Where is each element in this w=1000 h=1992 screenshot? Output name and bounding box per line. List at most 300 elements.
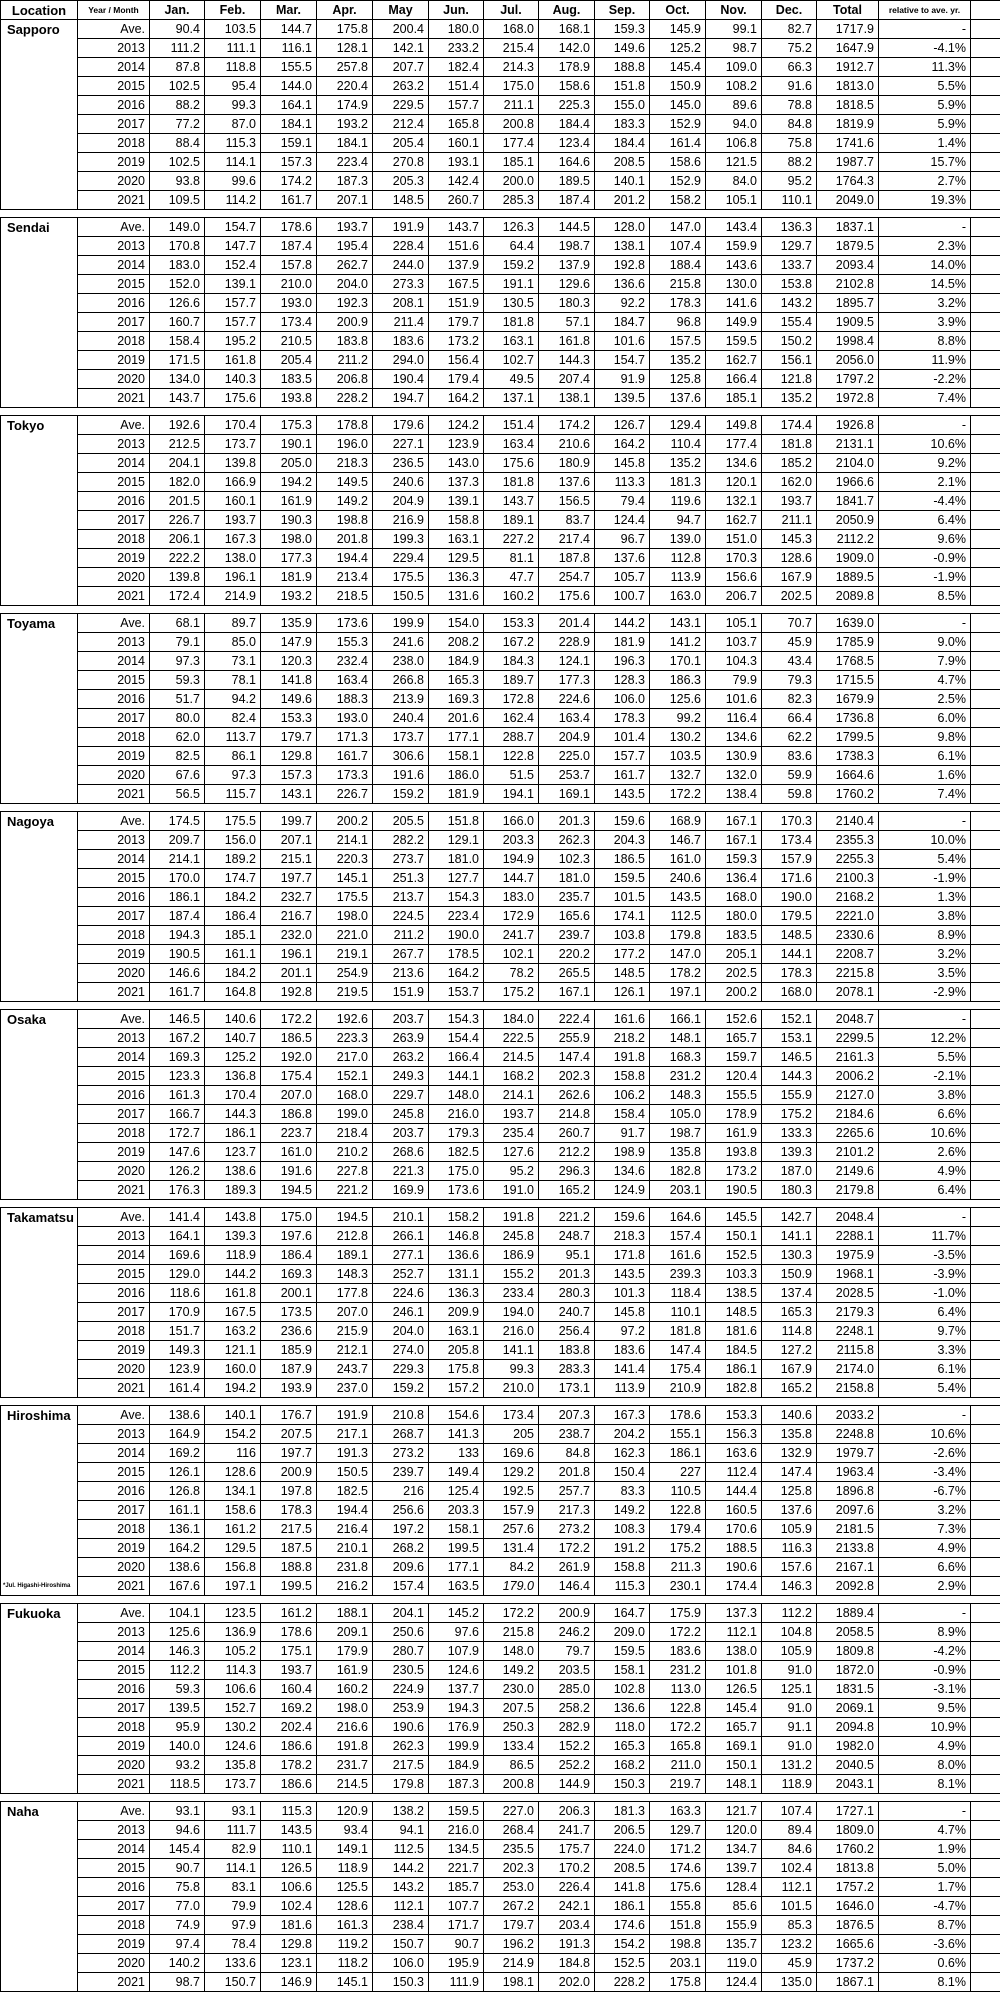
month-value-cell: 138.1 (595, 237, 650, 256)
month-value-cell: 163.3 (650, 1802, 706, 1821)
month-value-cell: 194.4 (317, 1501, 373, 1520)
month-value-cell: 208.5 (595, 1859, 650, 1878)
year-cell: Ave. (78, 1802, 150, 1821)
month-value-cell: 179.0 (484, 1577, 539, 1596)
month-value-cell: 152.6 (706, 1010, 762, 1029)
total-cell: 2158.8 (817, 1379, 879, 1398)
month-value-cell: 186.6 (261, 1737, 317, 1756)
month-value-cell: 45.9 (762, 1954, 817, 1973)
month-value-cell: 111.9 (429, 1973, 484, 1992)
month-value-cell: 210.9 (650, 1379, 706, 1398)
month-value-cell: 191.2 (595, 1539, 650, 1558)
month-value-cell: 189.7 (484, 671, 539, 690)
month-value-cell: 159.5 (595, 1642, 650, 1661)
month-value-cell: 194.2 (261, 473, 317, 492)
month-value-cell: 246.1 (373, 1303, 429, 1322)
year-cell: 2017 (78, 511, 150, 530)
blank-cell (971, 1520, 1000, 1539)
location-cell (1, 1973, 78, 1992)
month-value-cell: 232.0 (261, 926, 317, 945)
location-name: Toyama (1, 614, 78, 633)
month-value-cell: 189.3 (205, 1181, 261, 1200)
month-value-cell: 188.8 (595, 58, 650, 77)
location-cell (1, 1143, 78, 1162)
month-value-cell: 110.5 (650, 1482, 706, 1501)
blank-cell (971, 1737, 1000, 1756)
month-value-cell: 170.3 (762, 812, 817, 831)
month-value-cell: 161.4 (650, 134, 706, 153)
blank-cell (971, 332, 1000, 351)
month-value-cell: 157.4 (373, 1577, 429, 1596)
total-cell: 1785.9 (817, 633, 879, 652)
month-value-cell: 156.1 (762, 351, 817, 370)
table-row (1, 191, 1000, 210)
relative-cell: 8.7% (879, 1916, 971, 1935)
month-value-cell: 118.9 (317, 1859, 373, 1878)
blank-cell (971, 1246, 1000, 1265)
month-value-cell: 228.4 (373, 237, 429, 256)
location-name: Sendai (1, 218, 78, 237)
month-value-cell: 129.4 (650, 416, 706, 435)
month-value-cell: 179.5 (762, 907, 817, 926)
total-cell: 1975.9 (817, 1246, 879, 1265)
group-spacer (1, 1398, 1000, 1406)
month-value-cell: 175.2 (650, 1539, 706, 1558)
month-value-cell: 237.0 (317, 1379, 373, 1398)
year-cell: Ave. (78, 1604, 150, 1623)
month-value-cell: 206.1 (150, 530, 205, 549)
month-value-cell: 148.3 (650, 1086, 706, 1105)
year-cell: 2015 (78, 1661, 150, 1680)
month-value-cell: 115.3 (205, 134, 261, 153)
relative-cell: 2.7% (879, 172, 971, 191)
total-cell: 1909.5 (817, 313, 879, 332)
month-value-cell: 111.7 (205, 1821, 261, 1840)
blank-cell (971, 1322, 1000, 1341)
month-value-cell: 154.7 (205, 218, 261, 237)
blank-cell (971, 1162, 1000, 1181)
month-value-cell: 218.4 (317, 1124, 373, 1143)
month-value-cell: 91.0 (762, 1737, 817, 1756)
table-row (1, 1821, 1000, 1840)
month-value-cell: 175.8 (650, 1973, 706, 1992)
month-value-cell: 221.7 (429, 1859, 484, 1878)
month-value-cell: 97.3 (150, 652, 205, 671)
month-value-cell: 253.7 (539, 766, 595, 785)
month-value-cell: 183.6 (373, 332, 429, 351)
month-value-cell: 133.6 (205, 1954, 261, 1973)
month-value-cell: 134.0 (150, 370, 205, 389)
month-value-cell: 222.5 (484, 1029, 539, 1048)
month-value-cell: 149.5 (317, 473, 373, 492)
location-cell (1, 1124, 78, 1143)
blank-cell (971, 191, 1000, 210)
blank-cell (971, 587, 1000, 606)
month-value-cell: 161.7 (595, 766, 650, 785)
month-value-cell: 250.3 (484, 1718, 539, 1737)
month-value-cell: 182.8 (650, 1162, 706, 1181)
month-value-cell: 137.7 (429, 1680, 484, 1699)
month-value-cell: 224.6 (539, 690, 595, 709)
month-value-cell: 135.8 (205, 1756, 261, 1775)
month-value-cell: 184.1 (261, 115, 317, 134)
month-value-cell: 152.7 (205, 1699, 261, 1718)
month-value-cell: 147.9 (261, 633, 317, 652)
year-cell: 2019 (78, 549, 150, 568)
month-value-cell: 187.0 (762, 1162, 817, 1181)
month-value-cell: 136.4 (706, 869, 762, 888)
month-value-cell: 200.9 (261, 1463, 317, 1482)
total-cell: 1895.7 (817, 294, 879, 313)
month-value-cell: 167.9 (762, 568, 817, 587)
month-value-cell: 157.8 (261, 256, 317, 275)
month-value-cell: 231.2 (650, 1067, 706, 1086)
month-value-cell: 182.5 (317, 1482, 373, 1501)
month-value-cell: 156.4 (429, 351, 484, 370)
year-cell: 2019 (78, 1143, 150, 1162)
month-value-cell: 157.9 (484, 1501, 539, 1520)
month-value-cell: 157.7 (595, 747, 650, 766)
year-cell: 2016 (78, 492, 150, 511)
table-row (1, 473, 1000, 492)
location-cell (1, 1520, 78, 1539)
month-value-cell: 119.6 (650, 492, 706, 511)
month-value-cell: 192.6 (150, 416, 205, 435)
month-value-cell: 184.0 (484, 1010, 539, 1029)
month-value-cell: 190.0 (762, 888, 817, 907)
month-value-cell: 148.5 (595, 964, 650, 983)
year-cell: 2021 (78, 983, 150, 1002)
month-value-cell: 214.8 (539, 1105, 595, 1124)
relative-cell: 3.2% (879, 945, 971, 964)
month-value-cell: 138.6 (205, 1162, 261, 1181)
month-value-cell: 186.5 (595, 850, 650, 869)
month-value-cell: 160.1 (429, 134, 484, 153)
month-value-cell: 209.6 (373, 1558, 429, 1577)
blank-cell (971, 1379, 1000, 1398)
month-value-cell: 140.6 (205, 1010, 261, 1029)
month-value-cell: 148.1 (706, 1775, 762, 1794)
year-cell: 2013 (78, 1425, 150, 1444)
year-cell: 2014 (78, 1048, 150, 1067)
month-value-cell: 212.5 (150, 435, 205, 454)
month-value-cell: 175.8 (317, 20, 373, 39)
relative-cell: -3.5% (879, 1246, 971, 1265)
month-value-cell: 130.0 (706, 275, 762, 294)
month-value-cell: 70.7 (762, 614, 817, 633)
relative-cell: 6.4% (879, 1181, 971, 1200)
relative-cell: 15.7% (879, 153, 971, 172)
table-row (1, 1642, 1000, 1661)
year-cell: 2018 (78, 728, 150, 747)
month-value-cell: 130.5 (484, 294, 539, 313)
blank-cell (971, 983, 1000, 1002)
blank-cell (971, 389, 1000, 408)
total-cell: 1646.0 (817, 1897, 879, 1916)
month-value-cell: 205.3 (373, 172, 429, 191)
month-value-cell: 209.7 (150, 831, 205, 850)
table-row (1, 1379, 1000, 1398)
location-cell (1, 1463, 78, 1482)
spacer-cell (1, 408, 1000, 416)
location-cell (1, 747, 78, 766)
month-value-cell: 131.1 (429, 1265, 484, 1284)
month-value-cell: 94.0 (706, 115, 762, 134)
total-cell: 2131.1 (817, 435, 879, 454)
blank-cell (971, 568, 1000, 587)
year-cell: 2017 (78, 1897, 150, 1916)
total-cell: 2048.7 (817, 1010, 879, 1029)
month-value-cell: 136.6 (429, 1246, 484, 1265)
month-value-cell: 263.2 (373, 77, 429, 96)
month-value-cell: 193.9 (261, 1379, 317, 1398)
month-value-cell: 163.5 (429, 1577, 484, 1596)
table-row (1, 1775, 1000, 1794)
month-value-cell: 103.8 (595, 926, 650, 945)
month-value-cell: 129.0 (150, 1265, 205, 1284)
relative-cell: 8.9% (879, 926, 971, 945)
month-value-cell: 82.4 (205, 709, 261, 728)
month-value-cell: 204.1 (150, 454, 205, 473)
month-value-cell: 210.5 (261, 332, 317, 351)
month-value-cell: 149.6 (261, 690, 317, 709)
month-value-cell: 173.1 (539, 1379, 595, 1398)
year-cell: Ave. (78, 416, 150, 435)
relative-cell: 3.2% (879, 1501, 971, 1520)
month-value-cell: 161.8 (205, 1284, 261, 1303)
total-cell: 1818.5 (817, 96, 879, 115)
month-value-cell: 191.3 (317, 1444, 373, 1463)
year-cell: Ave. (78, 218, 150, 237)
location-name: Sapporo (1, 20, 78, 39)
month-value-cell: 97.2 (595, 1322, 650, 1341)
month-value-cell: 111.1 (205, 39, 261, 58)
month-value-cell: 113.7 (205, 728, 261, 747)
total-cell: 1679.9 (817, 690, 879, 709)
month-value-cell: 112.2 (150, 1661, 205, 1680)
month-value-cell: 168.0 (706, 888, 762, 907)
month-value-cell: 192.6 (317, 1010, 373, 1029)
month-value-cell: 149.0 (150, 218, 205, 237)
month-value-cell: 199.9 (373, 614, 429, 633)
month-value-cell: 130.2 (650, 728, 706, 747)
relative-cell: - (879, 218, 971, 237)
relative-cell: 5.9% (879, 115, 971, 134)
month-value-cell: 242.1 (539, 1897, 595, 1916)
year-cell: Ave. (78, 1010, 150, 1029)
total-cell: 1736.8 (817, 709, 879, 728)
month-value-cell: 187.5 (261, 1539, 317, 1558)
month-value-cell: 101.8 (706, 1661, 762, 1680)
location-cell (1, 1482, 78, 1501)
month-value-cell: 184.2 (205, 888, 261, 907)
total-cell: 2255.3 (817, 850, 879, 869)
month-value-cell: 124.1 (539, 652, 595, 671)
month-value-cell: 136.1 (150, 1520, 205, 1539)
month-value-cell: 185.1 (706, 389, 762, 408)
month-value-cell: 173.7 (205, 1775, 261, 1794)
month-value-cell: 79.1 (150, 633, 205, 652)
month-value-cell: 115.7 (205, 785, 261, 804)
month-value-cell: 172.2 (484, 1604, 539, 1623)
blank-cell (971, 1444, 1000, 1463)
month-value-cell: 173.6 (317, 614, 373, 633)
month-value-cell: 143.1 (650, 614, 706, 633)
month-value-cell: 160.0 (205, 1360, 261, 1379)
year-cell: 2021 (78, 1973, 150, 1992)
month-value-cell: 125.6 (650, 690, 706, 709)
month-value-cell: 91.7 (595, 1124, 650, 1143)
month-value-cell: 125.5 (317, 1878, 373, 1897)
month-value-cell: 163.1 (484, 332, 539, 351)
blank-cell (971, 1341, 1000, 1360)
month-value-cell: 125.2 (650, 39, 706, 58)
month-value-cell: 212.8 (317, 1227, 373, 1246)
year-cell: 2016 (78, 1482, 150, 1501)
table-row (1, 850, 1000, 869)
month-value-cell: 161.2 (205, 1520, 261, 1539)
year-cell: 2015 (78, 1265, 150, 1284)
table-row (1, 1105, 1000, 1124)
location-cell (1, 1246, 78, 1265)
year-cell: 2018 (78, 1520, 150, 1539)
month-value-cell: 156.5 (539, 492, 595, 511)
table-row (1, 20, 1000, 39)
year-cell: 2017 (78, 1501, 150, 1520)
month-value-cell: 235.5 (484, 1840, 539, 1859)
month-value-cell: 143.7 (484, 492, 539, 511)
month-value-cell: 155.5 (261, 58, 317, 77)
month-value-cell: 157.6 (762, 1558, 817, 1577)
month-value-cell: 152.9 (650, 172, 706, 191)
year-cell: 2021 (78, 1577, 150, 1596)
month-value-cell: 103.5 (205, 20, 261, 39)
month-value-cell: 144.4 (706, 1482, 762, 1501)
table-row (1, 1029, 1000, 1048)
blank-cell (971, 785, 1000, 804)
month-value-cell: 174.9 (317, 96, 373, 115)
month-value-cell: 131.6 (429, 587, 484, 606)
month-value-cell: 145.4 (650, 58, 706, 77)
table-row (1, 1577, 1000, 1596)
month-value-cell: 257.7 (539, 1482, 595, 1501)
blank-cell (971, 1954, 1000, 1973)
month-value-cell: 146.5 (762, 1048, 817, 1067)
month-value-cell: 169.6 (150, 1246, 205, 1265)
table-row (1, 568, 1000, 587)
month-value-cell: 194.2 (205, 1379, 261, 1398)
month-value-cell: 164.2 (429, 964, 484, 983)
month-value-cell: 193.1 (429, 153, 484, 172)
month-value-cell: 144.7 (261, 20, 317, 39)
month-value-cell: 150.2 (762, 332, 817, 351)
blank-cell (971, 1067, 1000, 1086)
year-cell: 2014 (78, 454, 150, 473)
relative-cell: 2.1% (879, 473, 971, 492)
month-value-cell: 191.9 (373, 218, 429, 237)
month-value-cell: 262.3 (373, 1737, 429, 1756)
month-value-cell: 211.1 (762, 511, 817, 530)
table-row (1, 1360, 1000, 1379)
month-value-cell: 227 (650, 1463, 706, 1482)
month-value-cell: 186.1 (205, 1124, 261, 1143)
header-row (1, 1, 1000, 20)
month-value-cell: 252.7 (373, 1265, 429, 1284)
month-value-cell: 172.2 (650, 1623, 706, 1642)
month-value-cell: 244.0 (373, 256, 429, 275)
month-value-cell: 228.2 (595, 1973, 650, 1992)
month-value-cell: 178.9 (539, 58, 595, 77)
month-value-cell: 224.6 (373, 1284, 429, 1303)
month-value-cell: 194.0 (484, 1303, 539, 1322)
month-value-cell: 136.6 (595, 275, 650, 294)
month-value-cell: 194.9 (484, 850, 539, 869)
month-value-cell: 159.1 (261, 134, 317, 153)
month-value-cell: 223.4 (317, 153, 373, 172)
header-dec: Dec. (762, 1, 817, 20)
relative-cell: 3.8% (879, 1086, 971, 1105)
table-row (1, 747, 1000, 766)
month-value-cell: 207.4 (539, 370, 595, 389)
relative-cell: 2.6% (879, 1143, 971, 1162)
relative-cell: -2.1% (879, 1067, 971, 1086)
month-value-cell: 190.0 (429, 926, 484, 945)
month-value-cell: 118.9 (205, 1246, 261, 1265)
month-value-cell: 214.5 (317, 1775, 373, 1794)
table-row (1, 416, 1000, 435)
year-cell: 2020 (78, 1756, 150, 1775)
month-value-cell: 190.5 (706, 1181, 762, 1200)
relative-cell: 3.3% (879, 1341, 971, 1360)
blank-cell (971, 237, 1000, 256)
month-value-cell: 138.6 (150, 1406, 205, 1425)
year-cell: 2018 (78, 332, 150, 351)
month-value-cell: 139.3 (762, 1143, 817, 1162)
month-value-cell: 126.5 (261, 1859, 317, 1878)
month-value-cell: 139.3 (205, 1227, 261, 1246)
month-value-cell: 170.3 (706, 549, 762, 568)
location-cell (1, 454, 78, 473)
group-spacer (1, 804, 1000, 812)
month-value-cell: 184.2 (205, 964, 261, 983)
month-value-cell: 106.0 (373, 1954, 429, 1973)
month-value-cell: 182.8 (706, 1379, 762, 1398)
blank-cell (971, 313, 1000, 332)
table-row (1, 435, 1000, 454)
blank-cell (971, 1821, 1000, 1840)
relative-cell: 6.6% (879, 1558, 971, 1577)
year-cell: 2019 (78, 747, 150, 766)
relative-cell: -1.9% (879, 869, 971, 888)
month-value-cell: 121.1 (205, 1341, 261, 1360)
month-value-cell: 223.4 (429, 907, 484, 926)
month-value-cell: 205.1 (706, 945, 762, 964)
location-cell (1, 172, 78, 191)
month-value-cell: 152.2 (539, 1737, 595, 1756)
month-value-cell: 263.9 (373, 1029, 429, 1048)
month-value-cell: 161.6 (595, 1010, 650, 1029)
month-value-cell: 240.7 (539, 1303, 595, 1322)
month-value-cell: 186.3 (650, 671, 706, 690)
location-cell (1, 983, 78, 1002)
relative-cell: 14.5% (879, 275, 971, 294)
location-cell (1, 370, 78, 389)
month-value-cell: 59.3 (150, 671, 205, 690)
header-oct: Oct. (650, 1, 706, 20)
total-cell: 2033.2 (817, 1406, 879, 1425)
month-value-cell: 179.4 (650, 1520, 706, 1539)
month-value-cell: 150.5 (317, 1463, 373, 1482)
